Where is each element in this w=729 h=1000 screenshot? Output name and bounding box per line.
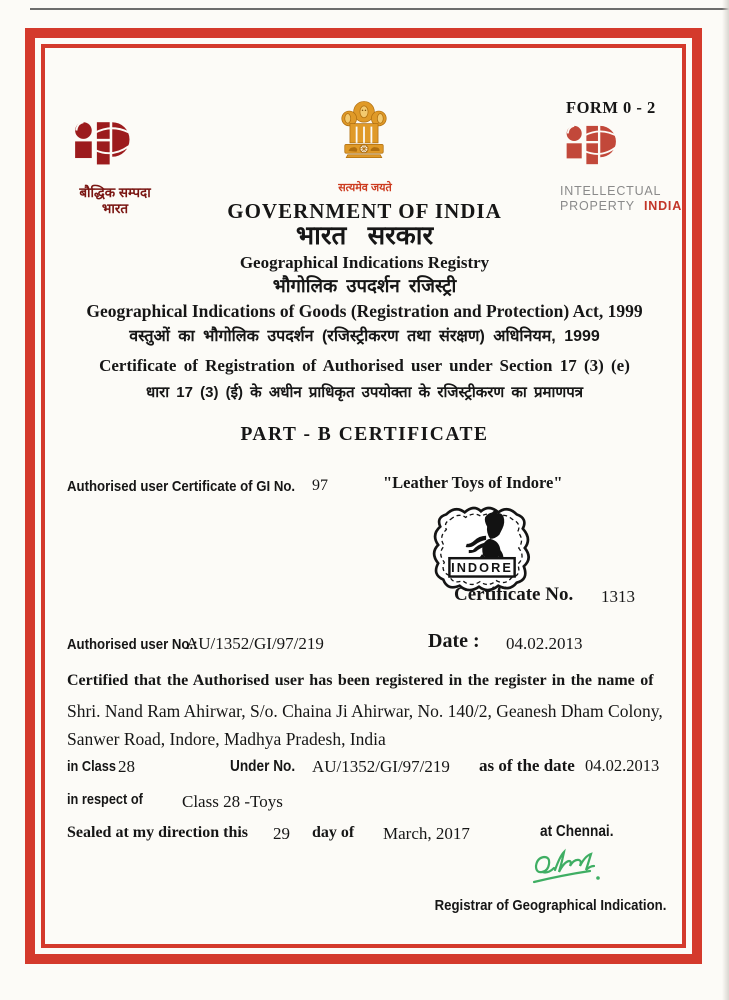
page-edge-shadow <box>722 0 729 1000</box>
in-respect-of-label: in respect of <box>67 792 143 808</box>
left-logo-caption-2: भारत <box>101 201 129 216</box>
ip-india-logo-right-icon <box>562 123 620 181</box>
indore-logo-text: INDORE <box>451 559 513 575</box>
scan-edge-line <box>30 8 729 10</box>
authorised-user-no-label: Authorised user No.: <box>67 636 198 653</box>
gi-name: "Leather Toys of Indore" <box>383 473 563 492</box>
section-line-hi: धारा 17 (3) (ई) के अधीन प्राधिकृत उपयोक्ता के रजिस्ट्रीकरण का प्रमाणपत्र <box>145 384 584 401</box>
emblem-motto: सत्यमेव जयते <box>338 182 392 194</box>
in-class-value: 28 <box>118 757 135 776</box>
form-number-label: FORM 0 - 2 <box>566 98 656 117</box>
ip-text-india: INDIA <box>644 199 683 213</box>
date-label: Date : <box>428 630 480 652</box>
part-b-title: PART - B CERTIFICATE <box>240 424 489 445</box>
bharat-sarkar-title: भारत सरकार <box>295 220 434 250</box>
ip-india-logo-left-icon <box>70 118 134 184</box>
at-place-label: at Chennai. <box>540 823 614 840</box>
authorised-user-no-value: AU/1352/GI/97/219 <box>186 634 324 653</box>
day-of-label: day of <box>312 824 355 841</box>
sealed-month-value: March, 2017 <box>383 824 470 843</box>
as-of-date-value: 04.02.2013 <box>585 756 660 775</box>
registrar-title: Registrar of Geographical Indication. <box>434 897 666 914</box>
registrar-signature <box>528 842 628 890</box>
certificate-no-value: 1313 <box>601 587 635 606</box>
indore-leather-logo <box>428 502 534 594</box>
ip-text-property: PROPERTY <box>560 199 635 213</box>
in-respect-of-value: Class 28 -Toys <box>182 792 283 811</box>
registry-title-hi: भौगोलिक उपदर्शन रजिस्ट्री <box>272 275 457 296</box>
gi-number-value: 97 <box>312 477 328 494</box>
certified-statement: Certified that the Authorised user has been registered in the register in the name of <box>67 672 654 689</box>
act-line-hi: वस्तुओं का भौगोलिक उपदर्शन (रजिस्ट्रीकरण तथा संरक्षण) अधिनियम, 1999 <box>129 328 600 345</box>
gi-certificate-label: Authorised user Certificate of GI No. <box>67 478 296 495</box>
holder-name-line1: Shri. Nand Ram Ahirwar, S/o. Chaina Ji Ahirwar, No. 140/2, Geanesh Dham Colony, <box>67 701 663 721</box>
left-logo-caption-1: बौद्धिक सम्पदा <box>79 185 151 200</box>
act-line-en: Geographical Indications of Goods (Registration and Protection) Act, 1999 <box>86 301 643 321</box>
certificate-no-label: Certificate No. <box>454 584 574 605</box>
ip-text-line1: INTELLECTUAL <box>560 184 662 198</box>
as-of-date-label: as of the date <box>479 756 575 775</box>
date-value: 04.02.2013 <box>506 634 583 653</box>
registry-title-en: Geographical Indications Registry <box>239 253 490 272</box>
sealed-label: Sealed at my direction this <box>67 824 249 841</box>
under-no-value: AU/1352/GI/97/219 <box>312 757 450 776</box>
section-line-en: Certificate of Registration of Authorised user under Section 17 (3) (e) <box>99 356 630 375</box>
ashoka-emblem-icon <box>327 87 401 181</box>
holder-name-line2: Sanwer Road, Indore, Madhya Pradesh, India <box>67 729 386 749</box>
in-class-label: in Class <box>67 759 116 775</box>
government-of-india-title: GOVERNMENT OF INDIA <box>227 199 502 223</box>
under-no-label: Under No. <box>230 758 296 775</box>
sealed-day-value: 29 <box>273 824 290 843</box>
